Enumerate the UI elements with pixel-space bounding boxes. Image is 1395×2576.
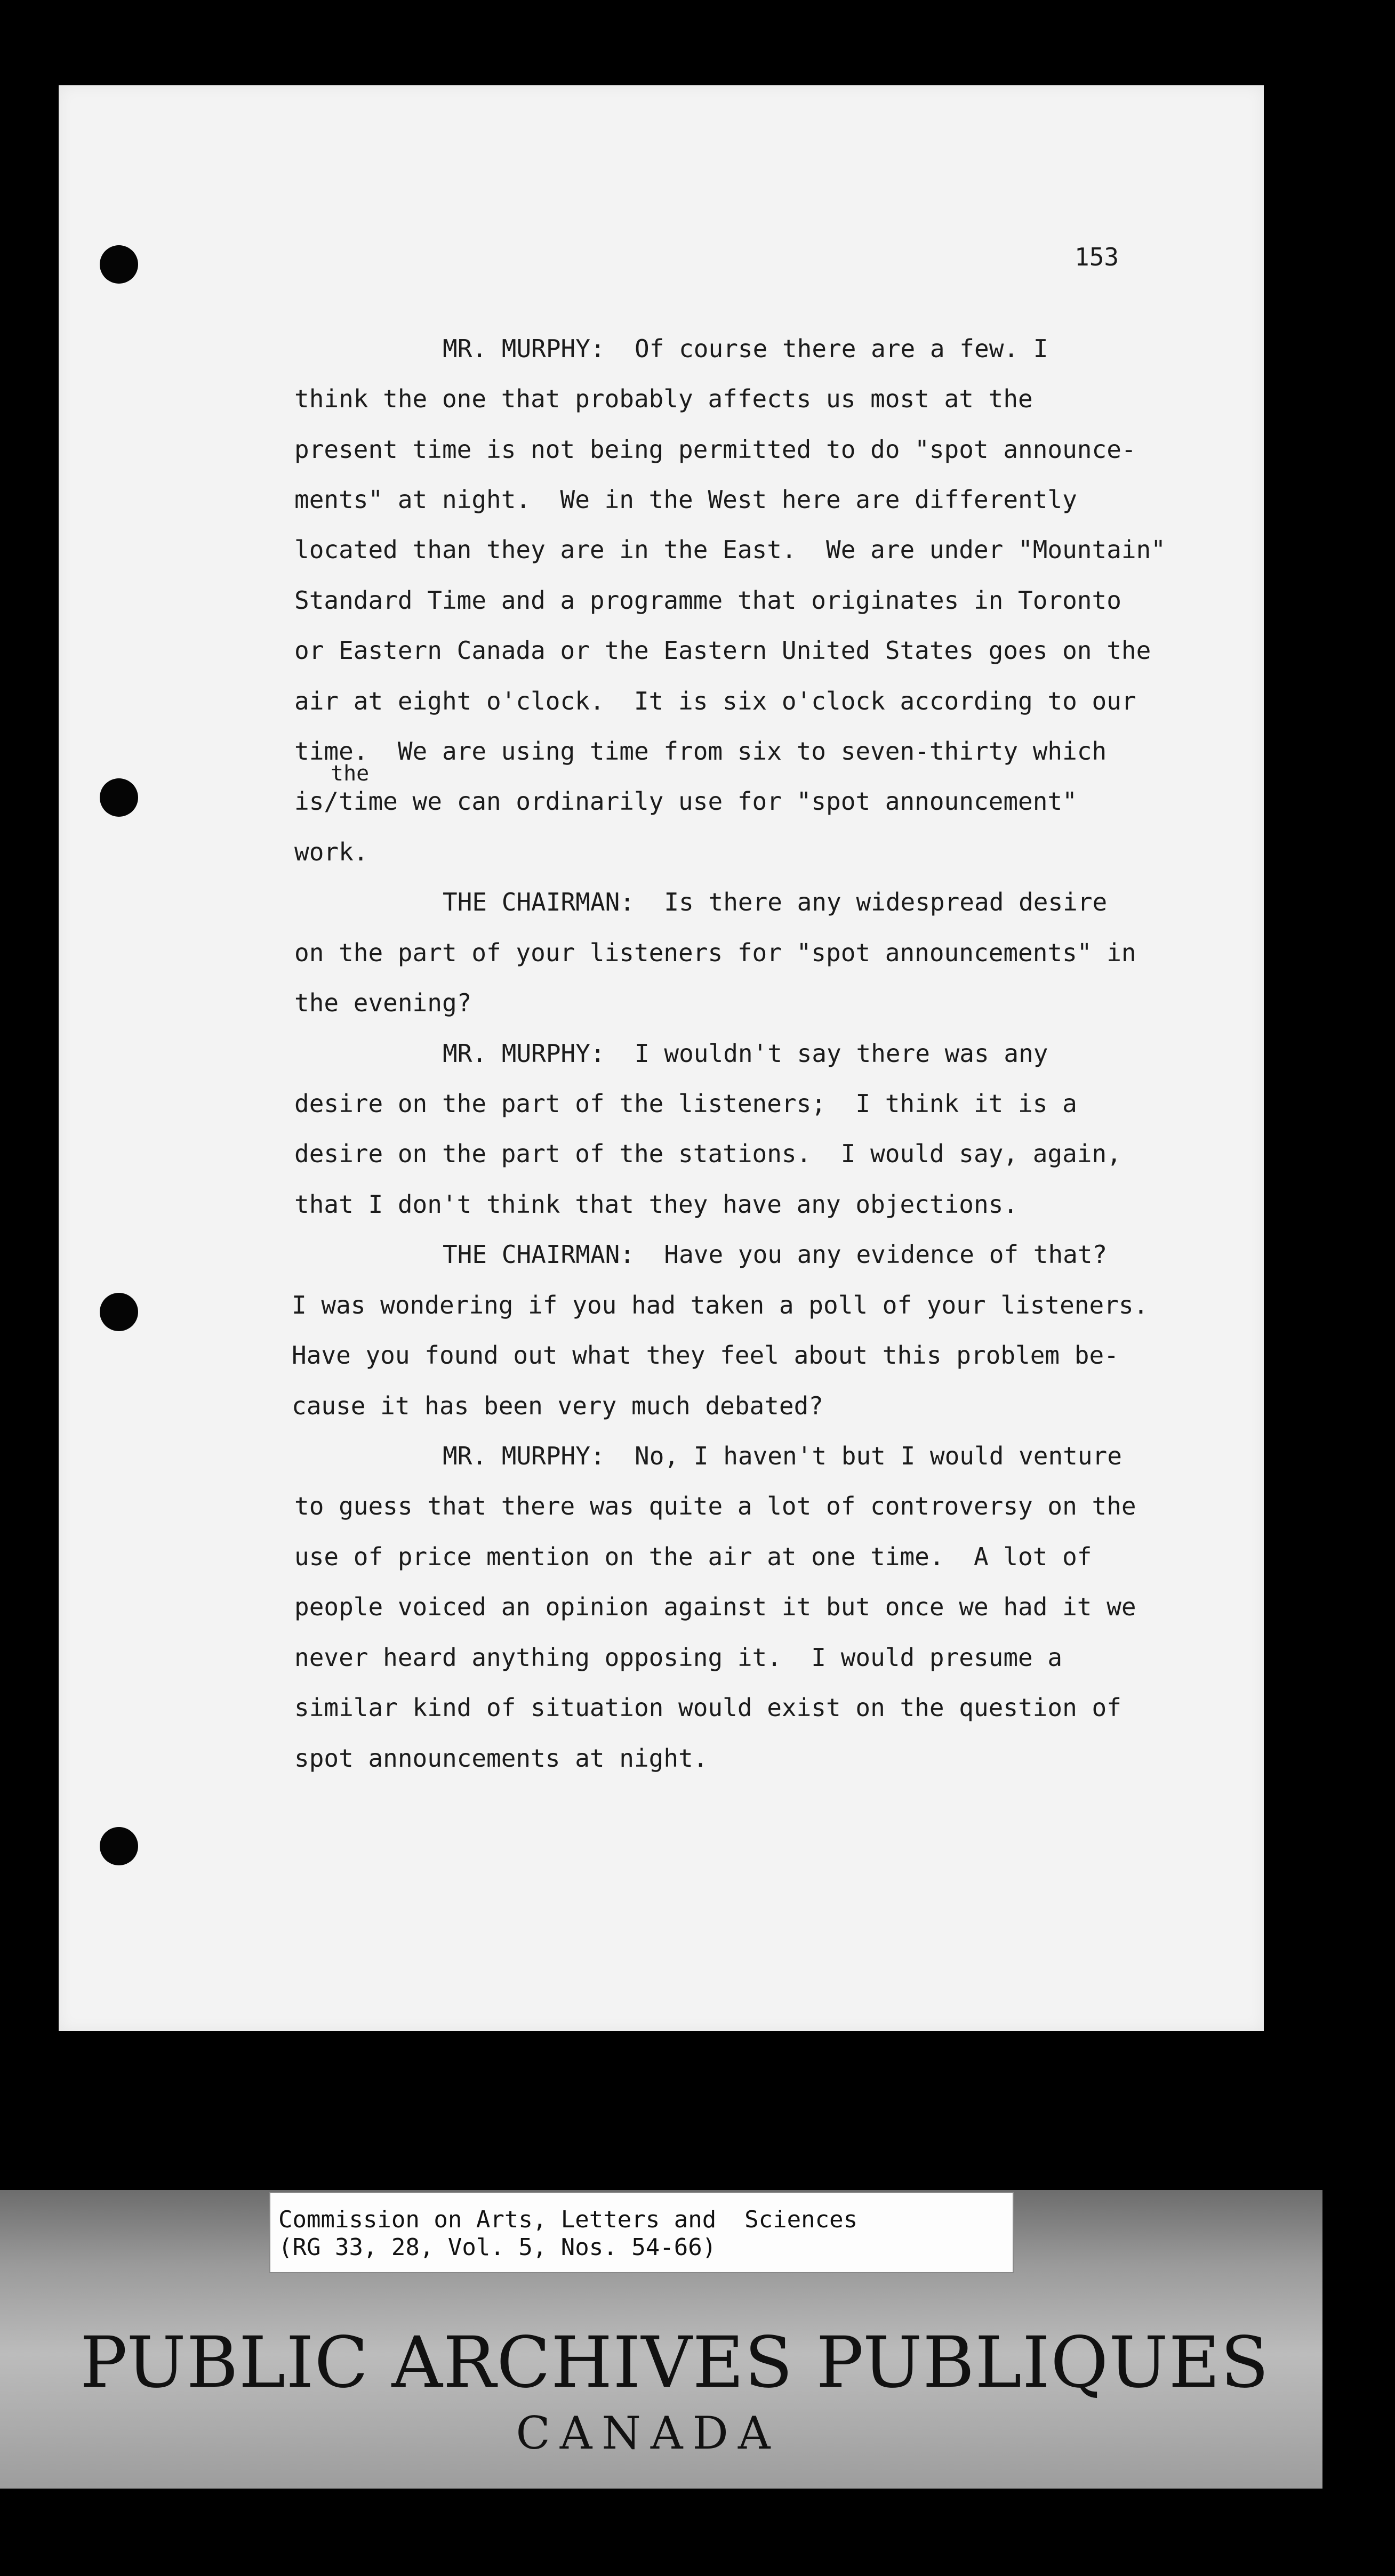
text-line: the evening?	[294, 988, 472, 1017]
text-line: MR. MURPHY: No, I haven't but I would venture	[443, 1442, 1122, 1470]
text-line: THE CHAIRMAN: Is there any widespread desire	[443, 888, 1108, 916]
page-number: 153	[1075, 243, 1119, 271]
text-line: located than they are in the East. We are under "Mountain"	[294, 535, 1166, 564]
text-line: never heard anything opposing it. I would presume a	[294, 1643, 1063, 1672]
text-line: I was wondering if you had taken a poll of your listeners.	[292, 1291, 1149, 1319]
text-line: MR. MURPHY: Of course there are a few. I	[443, 334, 1048, 363]
punch-hole	[100, 1827, 138, 1865]
text-line: think the one that probably affects us most at the	[294, 384, 1033, 413]
text-line: spot announcements at night.	[294, 1744, 708, 1773]
text-line: ments" at night. We in the West here are differently	[294, 485, 1077, 514]
film-border	[1322, 2190, 1395, 2489]
collection-label-line: (RG 33, 28, Vol. 5, Nos. 54-66)	[278, 2234, 717, 2261]
handwritten-insertion: the	[331, 761, 370, 786]
text-line: present time is not being permitted to do "spot announce-	[294, 435, 1136, 464]
archive-subtitle: CANADA	[516, 2407, 780, 2459]
collection-label-line: Commission on Arts, Letters and Sciences	[278, 2206, 858, 2233]
text-line: is/time we can ordinarily use for "spot announcement"	[294, 787, 1077, 816]
punch-hole	[100, 1293, 138, 1331]
punch-hole	[100, 245, 138, 284]
text-line: Have you found out what they feel about this problem be-	[292, 1341, 1119, 1370]
text-line: to guess that there was quite a lot of controversy on the	[294, 1492, 1136, 1520]
punch-hole	[100, 778, 138, 817]
text-line: air at eight o'clock. It is six o'clock according to our	[294, 687, 1136, 715]
text-line: desire on the part of the listeners; I think it is a	[294, 1089, 1077, 1118]
text-line: similar kind of situation would exist on the question of	[294, 1693, 1121, 1722]
text-line: time. We are using time from six to seven-thirty which	[294, 737, 1107, 766]
text-line: cause it has been very much debated?	[292, 1391, 823, 1420]
archive-title: PUBLIC ARCHIVES PUBLIQUES	[80, 2322, 1270, 2404]
text-line: desire on the part of the stations. I would say, again,	[294, 1139, 1121, 1168]
text-line: or Eastern Canada or the Eastern United States goes on the	[294, 636, 1151, 665]
text-line: that I don't think that they have any objections.	[294, 1190, 1019, 1219]
text-line: on the part of your listeners for "spot announcements" in	[294, 938, 1136, 967]
text-line: MR. MURPHY: I wouldn't say there was any	[443, 1039, 1048, 1068]
text-line: use of price mention on the air at one time. A lot of	[294, 1542, 1092, 1571]
text-line: Standard Time and a programme that originates in Toronto	[294, 586, 1121, 615]
text-line: work.	[294, 838, 368, 866]
text-line: THE CHAIRMAN: Have you any evidence of that?	[443, 1240, 1108, 1269]
text-line: people voiced an opinion against it but once we had it we	[294, 1592, 1136, 1621]
